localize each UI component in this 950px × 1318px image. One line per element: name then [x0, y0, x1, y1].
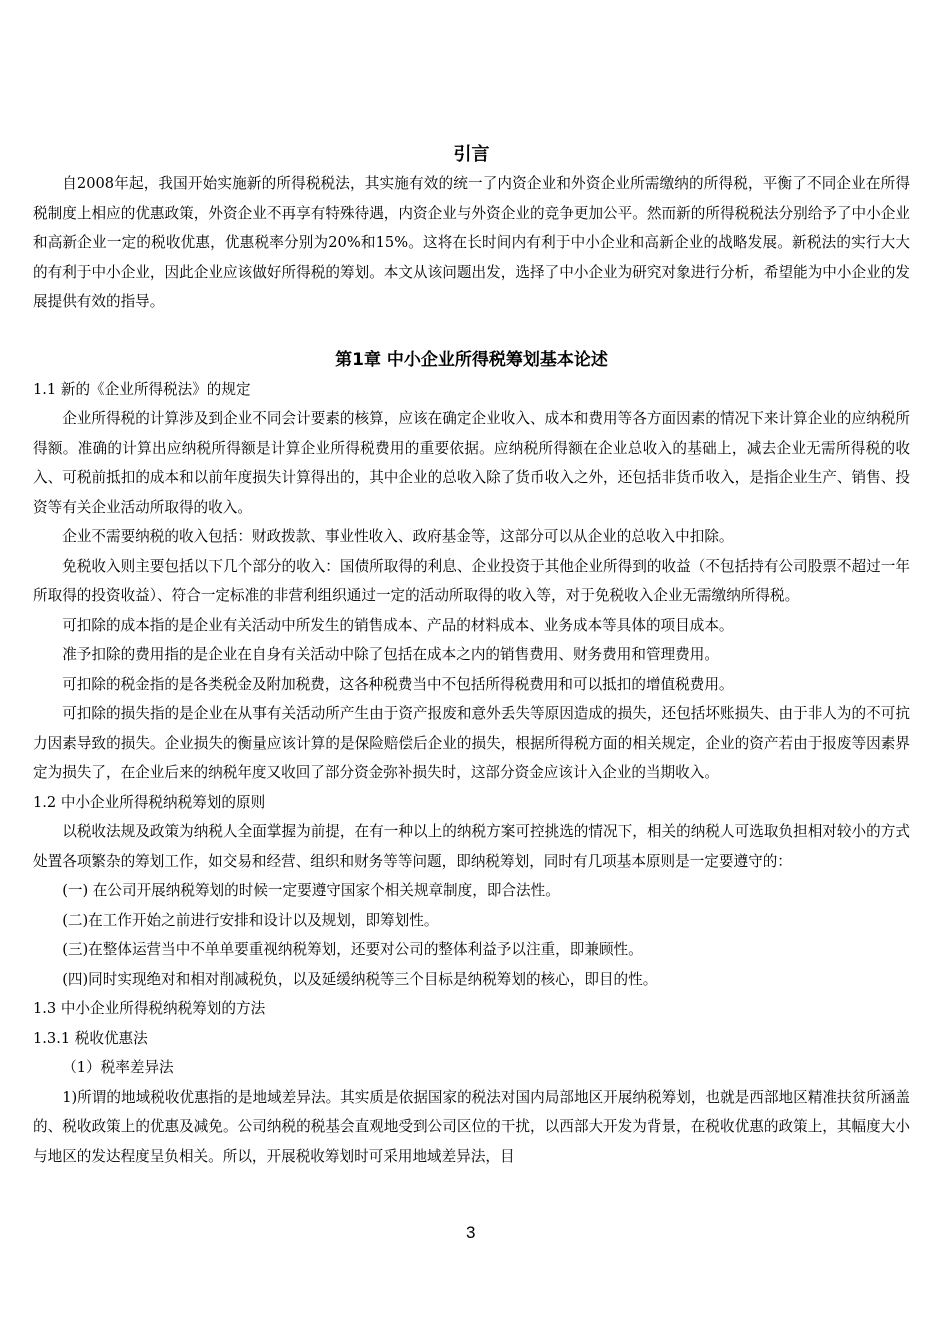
- chapter-1-title: 第1章 中小企业所得税筹划基本论述: [335, 349, 608, 370]
- principle-item: (三)在整体运营当中不单单要重视纳税筹划，还要对公司的整体利益予以注重，即兼顾性。: [62, 941, 643, 958]
- section-1-3-heading: 1.3 中小企业所得税纳税筹划的方法: [33, 1000, 266, 1017]
- section-1-1-paragraph-7: 可扣除的损失指的是企业在从事有关活动所产生由于资产报废和意外丢失等原因造成的损失，还包括坏账损失、由于非人为的不可抗力因素导致的损失。企业损失的衡量应该计算的是保险赔偿后企业的损失，根据所得税方面的相关规定，企业的资产若由于报废等因素界定为损失了，在企业后来的纳税年度又收回了部分资金弥补损失时，这部分资金应该计入企业的当期收入。: [33, 705, 910, 781]
- section-1-1-paragraph-3: 免税收入则主要包括以下几个部分的收入：国债所取得的利息、企业投资于其他企业所得到的收益（不包括持有公司股票不超过一年所取得的投资收益）、符合一定标准的非营利组织通过一定的活动所取得的收入等，对于免税收入企业无需缴纳所得税。: [33, 557, 910, 604]
- principle-item: (二)在工作开始之前进行安排和设计以及规划，即筹划性。: [62, 911, 439, 929]
- section-1-1-paragraph-6: 可扣除的税金指的是各类税金及附加税费，这各种税费当中不包括所得税费用和可以抵扣的增值税费用。: [62, 675, 734, 693]
- section-1-1-paragraph-1: 企业所得税的计算涉及到企业不同会计要素的核算，应该在确定企业收入、成本和费用等各方面因素的情况下来计算企业的应纳税所得额。准确的计算出应纳税所得额是计算企业所得税费用的重要依据。应纳税所得额在企业总收入的基础上，减去企业无需所得税的收入、可税前抵扣的成本和以前年度损失计算得出的，其中企业的总收入除了货币收入之外，还包括非货币收入，是指企业生产、销售、投资等有关企业活动所取得的收入。: [33, 410, 910, 516]
- section-1-1-heading: 1.1 新的《企业所得税法》的规定: [33, 380, 251, 398]
- subsection-label: （1）税率差异法: [62, 1059, 174, 1076]
- principle-item: (一) 在公司开展纳税筹划的时候一定要遵守国家个相关规章制度，即合法性。: [62, 882, 560, 899]
- section-1-3-1-heading: 1.3.1 税收优惠法: [33, 1029, 148, 1047]
- section-1-3-1-paragraph-1: 1)所谓的地域税收优惠指的是地域差异法。其实质是依据国家的税法对国内局部地区开展纳税筹划，也就是西部地区精准扶贫所涵盖的、税收政策上的优惠及减免。公司纳税的税基会直观地受到公司区位的干扰，以西部大开发为背景，在税收优惠的政策上，其幅度大小与地区的发达程度呈负相关。所以，开展税收筹划时可采用地域差异法，目: [33, 1088, 910, 1165]
- intro-title: 引言: [453, 144, 490, 165]
- intro-paragraph: 自2008年起，我国开始实施新的所得税税法，其实施有效的统一了内资企业和外资企业所需缴纳的所得税，平衡了不同企业在所得税制度上相应的优惠政策，外资企业不再享有特殊待遇，内资企业与外资企业的竞争更加公平。然而新的所得税税法分别给予了中小企业和高新企业一定的税收优惠，优惠税率分别为20%和15%。这将在长时间内有利于中小企业和高新企业的战略发展。新税法的实行大大的有利于中小企业，因此企业应该做好所得税的筹划。本文从该问题出发，选择了中小企业为研究对象进行分析，希望能为中小企业的发展提供有效的指导。: [33, 175, 910, 310]
- section-1-2-heading: 1.2 中小企业所得税纳税筹划的原则: [33, 793, 266, 811]
- section-1-1-paragraph-4: 可扣除的成本指的是企业有关活动中所发生的销售成本、产品的材料成本、业务成本等具体的项目成本。: [62, 616, 734, 634]
- section-1-1-paragraph-5: 准予扣除的费用指的是企业在自身有关活动中除了包括在成本之内的销售费用、财务费用和管理费用。: [62, 646, 719, 663]
- page-number: 3: [466, 1223, 476, 1242]
- principle-item: (四)同时实现绝对和相对削减税负，以及延缓纳税等三个目标是纳税筹划的核心，即目的性。: [62, 970, 658, 988]
- section-1-2-paragraph-1: 以税收法规及政策为纳税人全面掌握为前提，在有一种以上的纳税方案可控挑选的情况下，相关的纳税人可选取负担相对较小的方式处置各项繁杂的筹划工作，如交易和经营、组织和财务等等问题，即纳税筹划，同时有几项基本原则是一定要遵守的：: [33, 823, 910, 870]
- section-1-1-paragraph-2: 企业不需要纳税的收入包括：财政拨款、事业性收入、政府基金等，这部分可以从企业的总收入中扣除。: [62, 528, 734, 545]
- document-body: [33, 141, 910, 1171]
